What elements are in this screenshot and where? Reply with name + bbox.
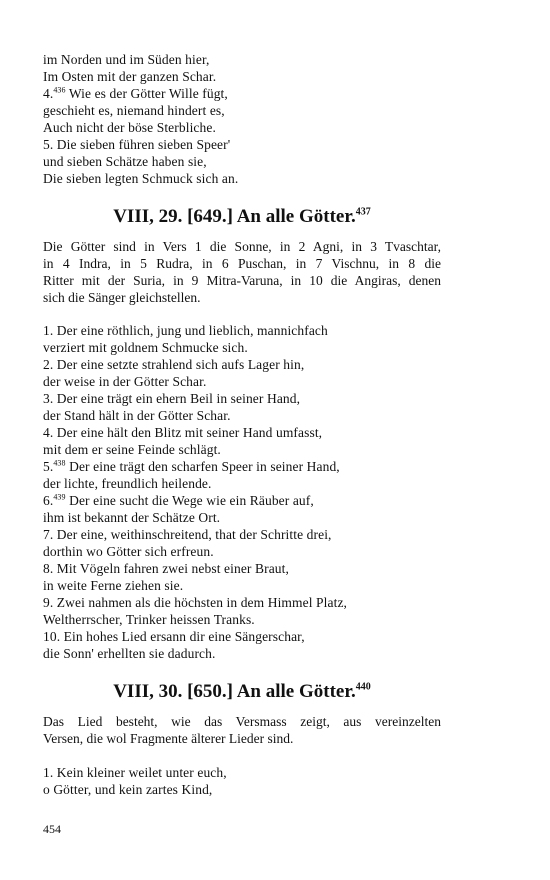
verse-line [43, 458, 441, 475]
verse-line: 7. Der eine, weithinschreitend, that der Schritte drei, [43, 527, 332, 542]
verse-number: 5. [43, 459, 54, 474]
verse-line: die Sonn' erhellten sie dadurch. [43, 646, 216, 661]
section-verses [43, 764, 441, 798]
intro-line: Die Götter sind in Vers 1 die Sonne, in 2 Agni, in 3 Tvaschtar, [43, 239, 441, 254]
footnote-marker: 437 [355, 206, 371, 218]
verse-line: 1. Der eine röthlich, jung und lieblich, mannichfach [43, 323, 328, 338]
verse-line: 2. Der eine setzte strahlend sich aufs Lager hin, [43, 357, 305, 372]
page-number: 454 [43, 822, 61, 836]
verse-line: dorthin wo Götter sich erfreun. [43, 544, 214, 559]
verse-line: im Norden und im Süden hier, [43, 52, 210, 67]
verse-line: der lichte, freundlich heilende. [43, 476, 212, 491]
section-intro [43, 713, 441, 747]
verse-text: Der eine trägt den scharfen Speer in seiner Hand, [65, 459, 340, 474]
verse-line: Die sieben legten Schmuck sich an. [43, 171, 239, 186]
section-heading [43, 205, 441, 229]
footnote-marker: 438 [53, 458, 66, 468]
verse-line: o Götter, und kein zartes Kind, [43, 782, 213, 797]
intro-line: in 4 Indra, in 5 Rudra, in 6 Puschan, in 7 Vischnu, in 8 die [43, 256, 441, 271]
top-verses [43, 51, 441, 187]
section-verses [43, 322, 441, 662]
intro-line: Versen, die wol Fragmente älterer Lieder sind. [43, 731, 294, 746]
verse-line: 10. Ein hohes Lied ersann dir eine Sängerschar, [43, 629, 305, 644]
verse-line: 9. Zwei nahmen als die höchsten in dem Himmel Platz, [43, 595, 348, 610]
verse-line [43, 85, 441, 102]
verse-line: der weise in der Götter Schar. [43, 374, 207, 389]
footnote-marker: 439 [53, 492, 66, 502]
verse-line: ihm ist bekannt der Schätze Ort. [43, 510, 221, 525]
verse-line: geschieht es, niemand hindert es, [43, 103, 225, 118]
verse-line: Im Osten mit der ganzen Schar. [43, 69, 217, 84]
verse-line: der Stand hält in der Götter Schar. [43, 408, 231, 423]
footnote-marker: 440 [355, 681, 371, 693]
verse-line: 1. Kein kleiner weilet unter euch, [43, 765, 227, 780]
verse-text: Wie es der Götter Wille fügt, [65, 86, 228, 101]
verse-line [43, 492, 441, 509]
verse-line: und sieben Schätze haben sie, [43, 154, 207, 169]
heading-text: VIII, 29. [649.] An alle Götter. [113, 206, 356, 227]
verse-number: 4. [43, 86, 54, 101]
verse-line: 5. Die sieben führen sieben Speer' [43, 137, 231, 152]
verse-line: mit dem er seine Feinde schlägt. [43, 442, 221, 457]
verse-line: 4. Der eine hält den Blitz mit seiner Hand umfasst, [43, 425, 323, 440]
footnote-marker: 436 [53, 85, 66, 95]
verse-line: verziert mit goldnem Schmucke sich. [43, 340, 248, 355]
intro-line: Das Lied besteht, wie das Versmass zeigt, aus vereinzelten [43, 714, 441, 729]
verse-line: 8. Mit Vögeln fahren zwei nebst einer Braut, [43, 561, 289, 576]
verse-line: 3. Der eine trägt ein ehern Beil in seiner Hand, [43, 391, 301, 406]
verse-line: in weite Ferne ziehen sie. [43, 578, 184, 593]
intro-line: sich die Sänger gleichstellen. [43, 290, 201, 305]
verse-line: Weltherrscher, Trinker heissen Tranks. [43, 612, 255, 627]
section-intro [43, 238, 441, 306]
section-heading [43, 680, 441, 704]
verse-number: 6. [43, 493, 54, 508]
intro-line: Ritter mit der Suria, in 9 Mitra-Varuna, in 10 die Angiras, denen [43, 273, 441, 288]
verse-line: Auch nicht der böse Sterbliche. [43, 120, 216, 135]
verse-text: Der eine sucht die Wege wie ein Räuber auf, [65, 493, 314, 508]
heading-text: VIII, 30. [650.] An alle Götter. [113, 681, 356, 702]
